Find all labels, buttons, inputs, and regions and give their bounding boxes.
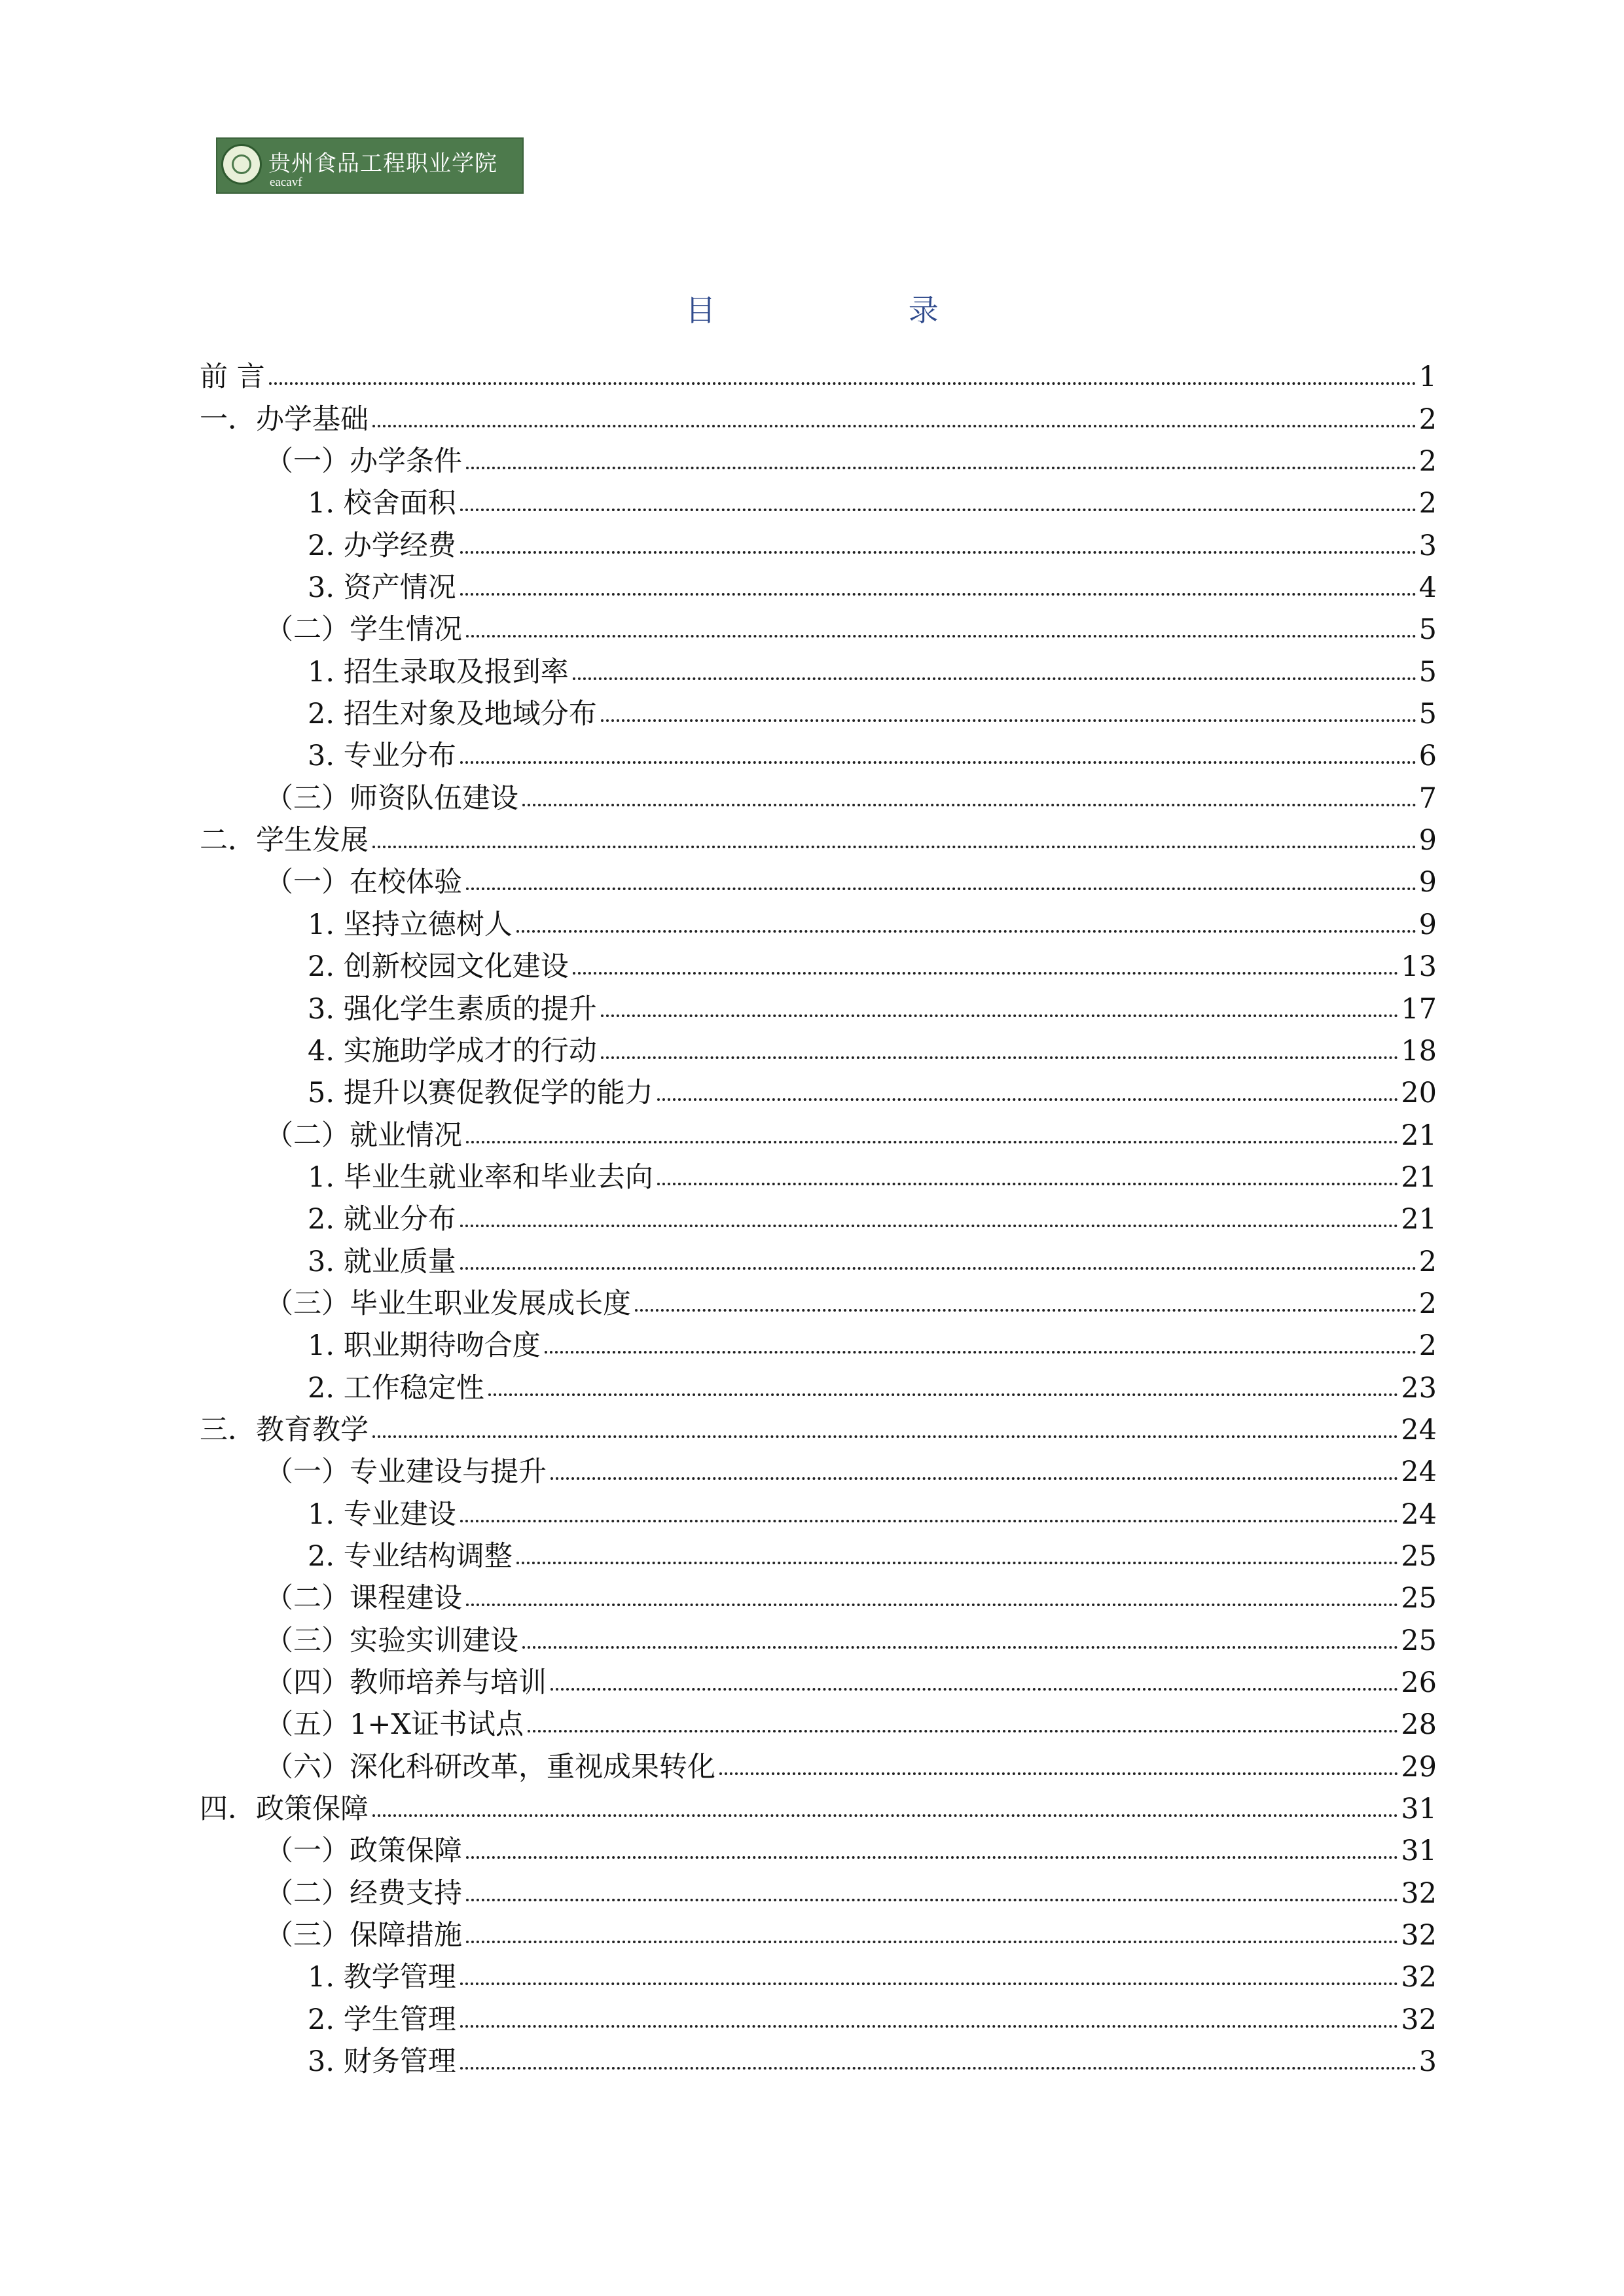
toc-entry-page: 25 (1401, 1582, 1437, 1615)
toc-leader-dots (719, 1772, 1398, 1775)
toc-entry[interactable] (200, 1823, 1437, 1868)
toc-entry-page: 3 (1418, 529, 1437, 562)
toc-leader-dots (657, 1183, 1399, 1185)
toc-entry[interactable] (200, 1192, 1437, 1234)
toc-entry-label: （二）课程建设 (265, 1582, 462, 1615)
toc-entry[interactable] (200, 813, 1437, 855)
toc-leader-dots (372, 1814, 1398, 1817)
toc-entry[interactable] (200, 1571, 1437, 1613)
toc-entry[interactable] (200, 1529, 1437, 1571)
toc-leader-dots (460, 761, 1416, 764)
toc-entry-label: 2. 办学经费 (308, 529, 456, 562)
toc-entry-label: 3. 强化学生素质的提升 (308, 992, 597, 1026)
toc-entry-label: 1. 坚持立德树人 (308, 908, 513, 941)
toc-entry[interactable] (200, 1403, 1437, 1444)
toc-leader-dots (460, 509, 1416, 511)
toc-entry[interactable] (200, 939, 1437, 984)
toc-entry-page: 32 (1401, 1876, 1437, 1910)
toc-entry[interactable] (200, 1444, 1437, 1489)
toc-entry-label: （一）政策保障 (265, 1835, 462, 1868)
toc-entry[interactable] (200, 1150, 1437, 1192)
toc-leader-dots (550, 1688, 1398, 1691)
toc-entry-label: 四．政策保障 (200, 1793, 369, 1826)
toc-leader-dots (269, 382, 1416, 385)
toc-leader-dots (466, 467, 1416, 469)
table-of-contents (200, 350, 1437, 2079)
toc-leader-dots (466, 1141, 1398, 1143)
toc-entry-label: 2. 学生管理 (308, 2003, 456, 2036)
toc-entry[interactable] (200, 2034, 1437, 2079)
toc-entry-label: （一）办学条件 (265, 445, 462, 478)
toc-entry-page: 24 (1401, 1456, 1437, 1489)
toc-entry-label: （四）教师培养与培训 (265, 1666, 547, 1699)
toc-entry-page: 28 (1401, 1708, 1437, 1742)
toc-entry-page: 31 (1401, 1793, 1437, 1826)
toc-leader-dots (601, 1056, 1399, 1059)
toc-leader-dots (460, 551, 1416, 554)
toc-entry-label: 一．办学基础 (200, 403, 369, 436)
toc-leader-dots (516, 930, 1416, 933)
toc-entry-page: 31 (1401, 1835, 1437, 1868)
toc-entry-label: 1. 教学管理 (308, 1961, 456, 1994)
toc-entry-page: 24 (1401, 1413, 1437, 1446)
toc-leader-dots (372, 1435, 1398, 1438)
toc-entry-page: 17 (1401, 992, 1437, 1026)
toc-leader-dots (550, 1477, 1398, 1480)
toc-entry-page: 6 (1418, 740, 1437, 773)
toc-entry-page: 2 (1418, 445, 1437, 478)
school-name: 贵州食品工程职业学院 (268, 151, 497, 177)
toc-entry-label: 2. 工作稳定性 (308, 1371, 484, 1405)
toc-leader-dots (460, 1267, 1416, 1270)
toc-entry-page: 25 (1401, 1539, 1437, 1573)
toc-entry[interactable] (200, 1950, 1437, 1992)
toc-leader-dots (466, 1856, 1398, 1859)
toc-entry-page: 21 (1401, 1160, 1437, 1194)
toc-entry[interactable] (200, 1107, 1437, 1152)
toc-entry-page: 9 (1418, 824, 1437, 857)
school-emblem-icon (221, 144, 262, 185)
toc-entry-label: （五）1+X证书试点 (265, 1708, 524, 1742)
toc-entry-label: （一）在校体验 (265, 866, 462, 899)
toc-entry-page: 13 (1401, 950, 1437, 984)
toc-entry[interactable] (200, 1276, 1437, 1318)
toc-entry-page: 9 (1418, 908, 1437, 941)
toc-entry-page: 21 (1401, 1203, 1437, 1236)
toc-entry[interactable] (200, 1992, 1437, 2034)
toc-entry[interactable] (200, 1318, 1437, 1363)
toc-entry-page: 4 (1418, 571, 1437, 605)
toc-entry[interactable] (200, 434, 1437, 476)
toc-entry[interactable] (200, 897, 1437, 939)
toc-entry[interactable] (200, 728, 1437, 773)
toc-entry-label: 2. 专业结构调整 (308, 1539, 513, 1573)
toc-entry-label: （一）专业建设与提升 (265, 1456, 547, 1489)
toc-entry-page: 1 (1418, 361, 1437, 394)
toc-leader-dots (460, 1225, 1399, 1227)
toc-leader-dots (460, 593, 1416, 596)
toc-entry-label: （三）毕业生职业发展成长度 (265, 1287, 631, 1320)
school-abbr: eacavf (270, 175, 302, 189)
toc-entry-label: （六）深化科研改革，重视成果转化 (265, 1750, 715, 1784)
toc-entry-page: 21 (1401, 1119, 1437, 1152)
toc-entry[interactable] (200, 560, 1437, 605)
toc-entry-label: 4. 实施助学成才的行动 (308, 1034, 597, 1067)
toc-leader-dots (466, 1899, 1398, 1901)
toc-entry[interactable] (200, 1697, 1437, 1742)
toc-entry[interactable] (200, 476, 1437, 518)
toc-entry-label: 3. 资产情况 (308, 571, 456, 605)
toc-leader-dots (460, 2067, 1416, 2070)
toc-entry-label: 3. 专业分布 (308, 740, 456, 773)
toc-entry[interactable] (200, 1066, 1437, 1110)
toc-entry[interactable] (200, 1486, 1437, 1531)
toc-entry[interactable] (200, 770, 1437, 815)
toc-entry-page: 20 (1401, 1077, 1437, 1110)
toc-entry[interactable] (200, 1908, 1437, 1950)
toc-entry-label: 1. 招生录取及报到率 (308, 655, 569, 689)
toc-entry-page: 2 (1418, 1329, 1437, 1363)
toc-leader-dots (466, 635, 1416, 637)
toc-entry[interactable] (200, 981, 1437, 1026)
toc-entry-label: 1. 毕业生就业率和毕业去向 (308, 1160, 653, 1194)
toc-entry-page: 32 (1401, 1961, 1437, 1994)
toc-leader-dots (466, 888, 1416, 890)
toc-leader-dots (460, 1520, 1399, 1522)
toc-leader-dots (522, 1646, 1398, 1649)
toc-entry-page: 32 (1401, 2003, 1437, 2036)
toc-entry-label: 2. 创新校园文化建设 (308, 950, 569, 984)
toc-entry-label: （三）实验实训建设 (265, 1624, 518, 1657)
toc-entry-label: 1. 校舍面积 (308, 487, 456, 520)
toc-entry-page: 29 (1401, 1750, 1437, 1784)
toc-leader-dots (635, 1309, 1416, 1312)
toc-entry[interactable] (200, 518, 1437, 560)
toc-entry-page: 32 (1401, 1919, 1437, 1952)
toc-entry-page: 18 (1401, 1034, 1437, 1067)
toc-entry-page: 2 (1418, 1287, 1437, 1320)
toc-entry-page: 2 (1418, 403, 1437, 436)
toc-entry-label: 1. 专业建设 (308, 1498, 456, 1531)
toc-leader-dots (372, 846, 1416, 848)
toc-entry-label: （二）学生情况 (265, 613, 462, 647)
toc-entry-label: 3. 财务管理 (308, 2045, 456, 2079)
toc-leader-dots (601, 719, 1416, 722)
toc-leader-dots (657, 1098, 1399, 1101)
toc-leader-dots (488, 1393, 1399, 1396)
toc-leader-dots (522, 804, 1416, 806)
toc-entry-page: 26 (1401, 1666, 1437, 1699)
toc-entry[interactable] (200, 602, 1437, 647)
toc-entry[interactable] (200, 687, 1437, 731)
page-title: 目 录 (685, 293, 1030, 328)
toc-entry[interactable] (200, 1613, 1437, 1655)
toc-entry-page: 25 (1401, 1624, 1437, 1657)
toc-entry-page: 2 (1418, 487, 1437, 520)
toc-leader-dots (545, 1351, 1416, 1354)
toc-leader-dots (601, 1014, 1399, 1017)
toc-entry[interactable] (200, 644, 1437, 689)
toc-entry-page: 5 (1418, 655, 1437, 689)
toc-entry-page: 2 (1418, 1245, 1437, 1278)
toc-entry[interactable] (200, 1024, 1437, 1066)
toc-entry[interactable] (200, 1782, 1437, 1826)
toc-entry[interactable] (200, 1234, 1437, 1276)
toc-entry[interactable] (200, 350, 1437, 394)
toc-entry[interactable] (200, 391, 1437, 436)
toc-entry-label: （三）师资队伍建设 (265, 781, 518, 815)
toc-entry-label: 1. 职业期待吻合度 (308, 1329, 541, 1363)
toc-entry-label: 5. 提升以赛促教促学的能力 (308, 1077, 653, 1110)
toc-entry-page: 5 (1418, 698, 1437, 731)
toc-leader-dots (460, 1982, 1399, 1985)
toc-leader-dots (573, 972, 1399, 975)
toc-entry[interactable] (200, 1360, 1437, 1405)
toc-entry-page: 3 (1418, 2045, 1437, 2079)
toc-entry-page: 9 (1418, 866, 1437, 899)
school-logo (216, 137, 524, 194)
toc-entry-label: 2. 就业分布 (308, 1203, 456, 1236)
toc-leader-dots (460, 2025, 1399, 2028)
toc-entry-label: 3. 就业质量 (308, 1245, 456, 1278)
toc-entry[interactable] (200, 1739, 1437, 1784)
toc-leader-dots (528, 1730, 1398, 1732)
toc-leader-dots (516, 1562, 1399, 1564)
toc-entry-label: （二）经费支持 (265, 1876, 462, 1910)
toc-entry-page: 24 (1401, 1498, 1437, 1531)
toc-entry-label: 2. 招生对象及地域分布 (308, 698, 597, 731)
toc-entry-page: 7 (1418, 781, 1437, 815)
toc-entry-page: 5 (1418, 613, 1437, 647)
toc-leader-dots (466, 1604, 1398, 1606)
toc-entry-label: （三）保障措施 (265, 1919, 462, 1952)
toc-entry-label: 二．学生发展 (200, 824, 369, 857)
toc-leader-dots (372, 425, 1416, 427)
toc-entry-label: 前 言 (200, 361, 265, 394)
toc-leader-dots (573, 677, 1416, 680)
toc-entry-label: 三．教育教学 (200, 1413, 369, 1446)
toc-entry-label: （二）就业情况 (265, 1119, 462, 1152)
toc-entry[interactable] (200, 1865, 1437, 1910)
toc-entry[interactable] (200, 855, 1437, 897)
toc-entry-page: 23 (1401, 1371, 1437, 1405)
toc-leader-dots (466, 1941, 1398, 1943)
toc-entry[interactable] (200, 1655, 1437, 1697)
